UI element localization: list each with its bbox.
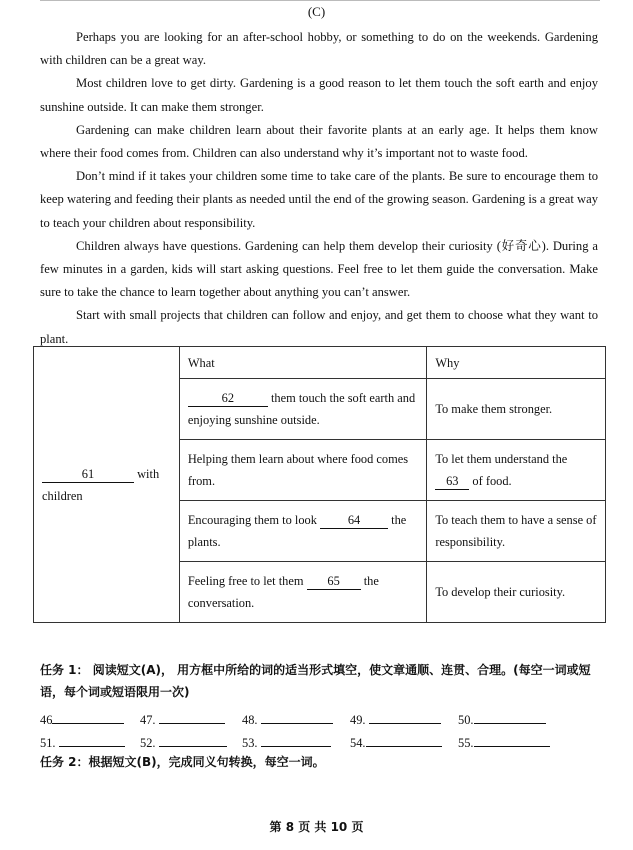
what-text-4-after: the conversation. (187, 574, 379, 610)
answer-54[interactable] (350, 734, 442, 751)
what-text-3: Encouraging them to look (187, 513, 317, 527)
what-cell-1 (179, 379, 426, 440)
why-text-2: To let them understand the (435, 452, 568, 466)
blank-65[interactable]: 65 (307, 573, 361, 590)
answer-46[interactable] (40, 711, 124, 728)
task-1-instructions: 任务 1： 阅读短文(A)， 用方框中所给的词的适当形式填空，使文章通顺、连贯、合理。(每空一词或短语，每个词或短语限用一次) (40, 663, 591, 699)
header-what: What (179, 347, 426, 379)
answer-53[interactable] (242, 734, 331, 751)
why-cell-3: To teach them to have a sense of responsibility. (427, 501, 606, 562)
passage-paragraph-3: Gardening can make children learn about their favorite plants at an early age. It helps them know where their food comes from. Children can also understand why it’s important not to waste food. (40, 122, 598, 161)
answer-55[interactable] (458, 734, 550, 751)
why-cell-1: To make them stronger. (427, 379, 606, 440)
answer-52[interactable] (140, 734, 227, 751)
answer-number: 49. (350, 713, 366, 727)
page-footer: 第 8 页 共 10 页 (269, 820, 364, 834)
passage-paragraph-2: Most children love to get dirty. Gardening is a good reason to let them touch the soft earth and enjoy sunshine outside. It can make them stronger. (40, 76, 598, 114)
topic-cell (34, 347, 180, 623)
answer-number: 51. (40, 736, 56, 750)
blank-61[interactable]: 61 (42, 466, 134, 483)
passage-paragraph-5: Children always have questions. Gardening can help them develop their curiosity (好奇心). During a few minutes in a garden, kids will start asking questions. Feel free to let them guide the conversation. Make sure to take the chance to learn together about anything you can’t answer. (40, 238, 598, 300)
why-cell-2 (427, 440, 606, 501)
answer-47[interactable] (140, 711, 225, 728)
topic-text: with children (42, 466, 160, 503)
what-text-1: them touch the soft earth and enjoying sunshine outside. (187, 391, 416, 427)
answer-number: 55. (458, 736, 474, 750)
blank-64[interactable]: 64 (320, 512, 388, 529)
answer-number: 48. (242, 713, 258, 727)
answer-number: 50. (458, 713, 474, 727)
top-rule (40, 0, 600, 1)
why-text-2-after: of food. (472, 474, 512, 488)
answer-49[interactable] (350, 711, 441, 728)
answer-number: 54. (350, 736, 366, 750)
answer-number: 53. (242, 736, 258, 750)
section-label: (C) (307, 4, 326, 19)
passage-paragraph-1: Perhaps you are looking for an after-school hobby, or something to do on the weekends. Gardening with children can be a great way. (40, 30, 598, 68)
answer-number: 47. (140, 713, 156, 727)
answer-50[interactable] (458, 711, 546, 728)
what-text-4: Feeling free to let them (187, 574, 304, 588)
answer-number: 46 (40, 713, 53, 727)
blank-62[interactable]: 62 (188, 390, 268, 407)
task-2-instructions: 任务 2：根据短文(B)，完成同义句转换，每空一词。 (40, 755, 325, 769)
passage-paragraph-4: Don’t mind if it takes your children some time to take care of the plants. Be sure to encourage them to keep watering and feeding their plants as needed until the end of the growing season. Gardening is a great way to teach your children about responsibility. (40, 169, 598, 230)
passage (40, 26, 598, 351)
answer-48[interactable] (242, 711, 333, 728)
header-why: Why (427, 347, 606, 379)
what-text-3-after: the plants. (187, 513, 407, 549)
answer-number: 52. (140, 736, 156, 750)
what-cell-3 (179, 501, 426, 562)
what-cell-2: Helping them learn about where food comes from. (179, 440, 426, 501)
what-cell-4 (179, 562, 426, 623)
why-cell-4: To develop their curiosity. (427, 562, 606, 623)
summary-table (33, 346, 606, 623)
answer-51[interactable] (40, 734, 125, 751)
blank-63[interactable]: 63 (435, 473, 469, 490)
passage-paragraph-6: Start with small projects that children can follow and enjoy, and get them to choose what they want to plant. (40, 308, 598, 346)
